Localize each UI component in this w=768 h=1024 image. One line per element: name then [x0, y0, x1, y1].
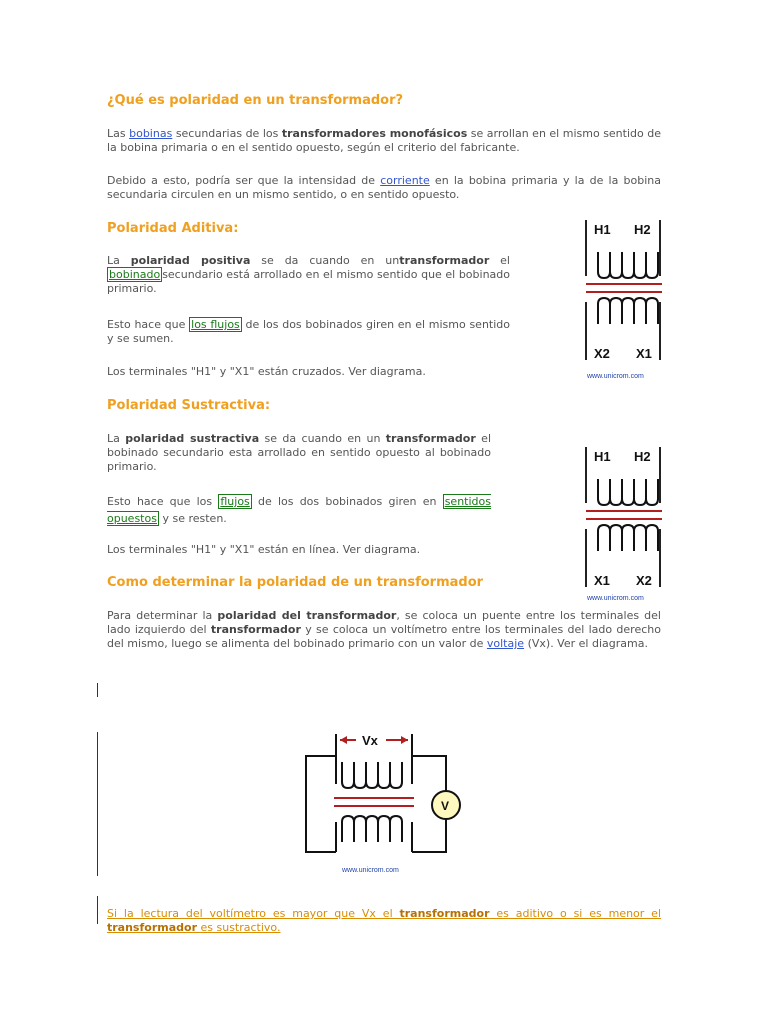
text: de los dos bobinados giren en el mismo sentido y se sumen. — [107, 318, 510, 345]
text: Si la lectura del voltímetro es mayor que Vx el — [107, 907, 400, 920]
link-voltaje[interactable]: voltaje — [486, 637, 525, 650]
terminal-h1: H1 — [594, 449, 611, 464]
text: La — [107, 254, 131, 267]
credit-text: www.unicrom.com — [342, 867, 399, 874]
text: de los dos bobinados giren en — [251, 495, 443, 508]
voltmeter-label: V — [441, 799, 450, 813]
aditiva-paragraph-3: Los terminales "H1" y "X1" están cruzados. Ver diagrama. — [107, 365, 426, 378]
terminal-x2: X2 — [636, 573, 652, 588]
terminal-x1: X1 — [594, 573, 610, 588]
text: es aditivo o si es menor el — [489, 907, 661, 920]
aditiva-paragraph-2 — [107, 318, 510, 346]
transformer-subtractive-diagram — [578, 439, 670, 611]
heading-sustractiva: Polaridad Sustractiva: — [107, 398, 271, 413]
heading-determinar: Como determinar la polaridad de un transformador — [107, 575, 484, 590]
bold-text: polaridad sustractiva — [125, 432, 260, 445]
text: el bobinado secundario esta arrollado en sentido opuesto al bobinado primario. — [107, 432, 492, 473]
primary-coil — [598, 252, 658, 278]
link-bobinado[interactable]: bobinado — [109, 268, 161, 281]
selection-bar — [97, 896, 98, 924]
bold-text: transformador — [399, 907, 490, 920]
text: (Vx). Ver el diagrama. — [524, 637, 648, 650]
link-los-flujos[interactable]: los flujos — [191, 318, 240, 331]
terminal-h2: H2 — [634, 449, 651, 464]
terminal-h1: H1 — [594, 222, 611, 237]
link-sentidos-opuestos[interactable]: sentidos opuestos — [107, 495, 491, 525]
secondary-coil — [342, 816, 402, 842]
text: secundarias de los — [172, 127, 282, 140]
bold-text: polaridad del transformador — [217, 609, 397, 622]
text: Las — [107, 127, 130, 140]
bold-text: polaridad positiva — [130, 254, 251, 267]
text: Debido a esto, podría ser que la intensidad de — [107, 174, 381, 187]
bold-text: transformador — [210, 623, 301, 636]
text: y se coloca un voltímetro entre los terminales del lado derecho del mismo, luego se alimenta del bobinado primario con un valor de — [107, 623, 661, 650]
link-bobinas[interactable]: bobinas — [129, 127, 173, 140]
sustractiva-paragraph-2 — [107, 493, 491, 527]
link-flujos[interactable]: flujos — [220, 495, 250, 508]
bold-text: transformador — [385, 432, 476, 445]
bold-text: transformador — [107, 921, 197, 934]
intro-paragraph-2 — [107, 174, 661, 202]
text-cursor — [97, 683, 98, 697]
sustractiva-paragraph-1 — [107, 432, 491, 474]
intro-paragraph-1 — [107, 127, 661, 155]
terminal-x1: X1 — [636, 346, 652, 361]
selection-bar — [97, 732, 98, 876]
credit-text: www.unicrom.com — [587, 595, 644, 602]
determinar-paragraph — [107, 609, 661, 651]
primary-coil — [598, 479, 658, 505]
text: Esto hace que los — [107, 495, 219, 508]
link-corriente[interactable]: corriente — [380, 174, 430, 187]
conclusion-note — [107, 907, 661, 935]
text: La — [107, 432, 126, 445]
text: y se resten. — [158, 512, 227, 525]
secondary-coil — [598, 525, 658, 551]
voltmeter-test-diagram — [300, 726, 470, 878]
bold-text: transformador — [399, 254, 490, 267]
terminal-h2: H2 — [634, 222, 651, 237]
text: se da cuando en un — [250, 254, 400, 267]
text: se da cuando en un — [259, 432, 386, 445]
left-jumper — [306, 756, 336, 852]
text: es sustractivo. — [197, 921, 281, 934]
aditiva-paragraph-1 — [107, 254, 510, 296]
page-title: ¿Qué es polaridad en un transformador? — [107, 93, 404, 108]
text: en la bobina primaria y la de la bobina secundaria circulen en un mismo sentido, o en sentido opuesto. — [107, 174, 661, 201]
text: Para determinar la — [107, 609, 218, 622]
transformer-additive-diagram — [578, 212, 670, 384]
terminal-x2: X2 — [594, 346, 610, 361]
sustractiva-paragraph-3: Los terminales "H1" y "X1" están en línea. Ver diagrama. — [107, 543, 421, 556]
credit-text: www.unicrom.com — [587, 373, 644, 380]
heading-aditiva: Polaridad Aditiva: — [107, 221, 239, 236]
text: secundario está arrollado en el mismo sentido que el bobinado primario. — [107, 268, 510, 295]
primary-coil — [342, 762, 402, 788]
text: , se coloca un puente entre los terminales del lado izquierdo del — [107, 609, 661, 636]
text: Esto hace que — [107, 318, 190, 331]
bold-text: transformadores monofásicos — [281, 127, 468, 140]
vx-label: Vx — [362, 733, 378, 748]
text: se arrollan en el mismo sentido de la bobina primaria o en el sentido opuesto, según el criterio del fabricante. — [107, 127, 661, 154]
text: el — [489, 254, 510, 267]
secondary-coil — [598, 298, 658, 324]
